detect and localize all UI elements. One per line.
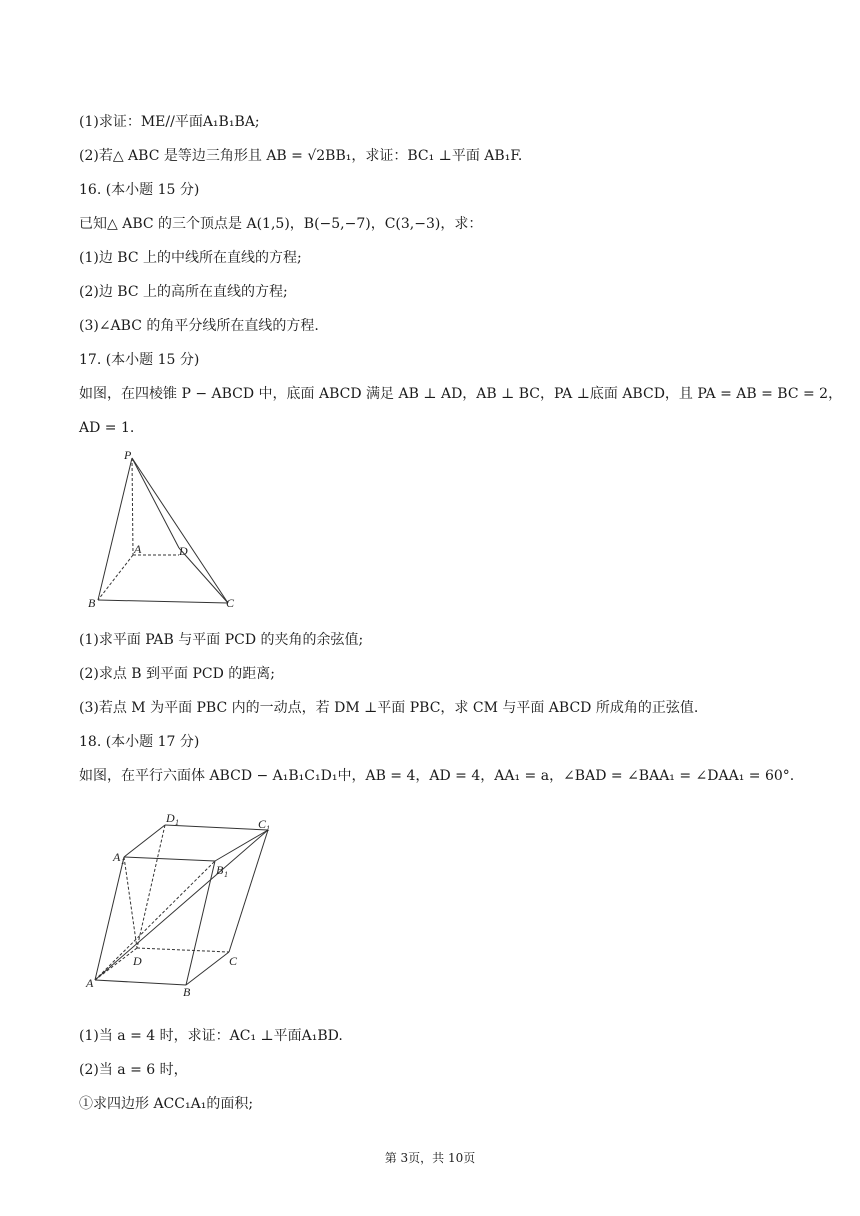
problem-16-heading: 16. (本小题 15 分)	[79, 182, 200, 198]
vertex-label-a: A	[134, 542, 142, 556]
problem-18-statement: 如图，在平行六面体 ABCD − A₁B₁C₁D₁中，AB = 4，AD = 4，AA₁ = a，∠BAD = ∠BAA₁ = ∠DAA₁ = 60°.	[79, 768, 795, 784]
problem-17-statement: 如图，在四棱锥 P − ABCD 中，底面 ABCD 满足 AB ⊥ AD，AB ⊥ BC，PA ⊥底面 ABCD，且 PA = AB = BC = 2，	[79, 386, 843, 402]
problem-16-part-2: (2)边 BC 上的高所在直线的方程;	[79, 284, 288, 300]
subscript-c1: 1	[266, 824, 270, 833]
vertex-label-p: P	[124, 448, 132, 462]
problem-15-part-1: (1)求证：ME//平面A₁B₁BA;	[79, 114, 260, 130]
problem-18-heading: 18. (本小题 17 分)	[79, 734, 200, 750]
problem-18-part-2-sub-1: ①求四边形 ACC₁A₁的面积;	[79, 1096, 254, 1112]
vertex-label-c: C	[229, 954, 238, 968]
vertex-label-b: B	[88, 596, 96, 610]
problem-16-statement: 已知△ ABC 的三个顶点是 A(1,5)，B(−5,−7)，C(3,−3)，求：	[79, 216, 483, 232]
problem-18-part-2: (2)当 a = 6 时，	[79, 1062, 188, 1078]
vertex-label-d: D	[133, 954, 142, 968]
problem-17-part-1: (1)求平面 PAB 与平面 PCD 的夹角的余弦值;	[79, 632, 364, 648]
vertex-label-d: D	[179, 544, 188, 558]
vertex-label-c1: C	[258, 817, 267, 831]
vertex-label-d1: D	[166, 811, 175, 825]
vertex-label-b: B	[183, 985, 191, 999]
problem-16-part-3: (3)∠ABC 的角平分线所在直线的方程.	[79, 318, 319, 334]
problem-17-statement-cont: AD = 1.	[79, 420, 135, 436]
problem-17-part-2: (2)求点 B 到平面 PCD 的距离;	[79, 666, 275, 682]
vertex-label-a1: A	[113, 850, 121, 864]
page-footer: 第 3页，共 10页	[384, 1151, 476, 1165]
subscript-a1: 1	[121, 857, 125, 866]
problem-17-part-3: (3)若点 M 为平面 PBC 内的一动点，若 DM ⊥平面 PBC，求 CM 与平面 ABCD 所成角的正弦值.	[79, 700, 699, 716]
vertex-label-b1: B	[216, 863, 224, 877]
vertex-label-a: A	[86, 976, 94, 990]
problem-15-part-2: (2)若△ ABC 是等边三角形且 AB = √2BB₁，求证：BC₁ ⊥平面 AB₁F.	[79, 148, 523, 164]
problem-17-heading: 17. (本小题 15 分)	[79, 352, 200, 368]
subscript-d1: 1	[175, 818, 179, 827]
vertex-label-c: C	[226, 596, 235, 610]
problem-16-part-1: (1)边 BC 上的中线所在直线的方程;	[79, 250, 302, 266]
problem-18-part-1: (1)当 a = 4 时，求证：AC₁ ⊥平面A₁BD.	[79, 1028, 343, 1044]
subscript-b1: 1	[224, 870, 228, 879]
